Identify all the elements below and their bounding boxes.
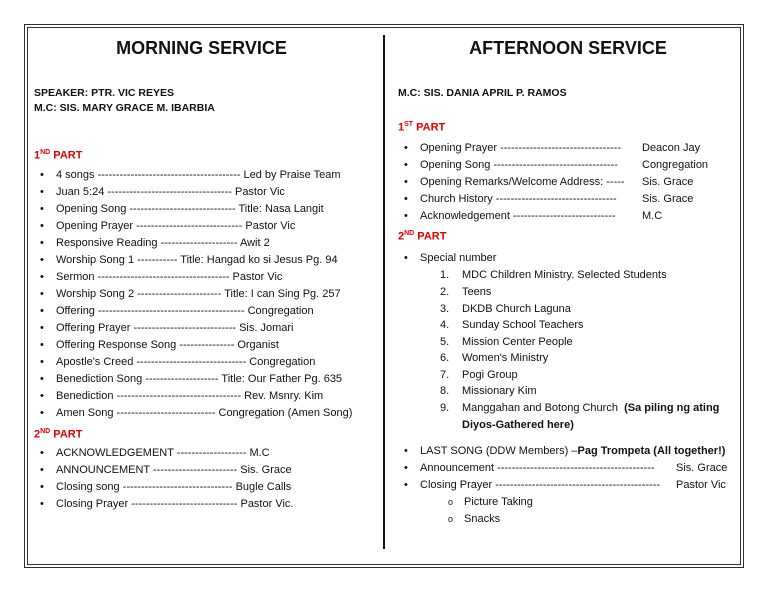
list-item: 2. Teens xyxy=(440,285,492,298)
list-item: • Worship Song 2 ----------------------- Title: I can Sing Pg. 257 xyxy=(34,286,369,303)
list-item: • ANNOUNCEMENT ----------------------- Sis. Grace xyxy=(34,462,369,479)
list-item: • Closing Prayer ----------------------------- Pastor Vic. xyxy=(34,496,369,513)
list-item: 3. DKDB Church Laguna xyxy=(440,302,571,315)
afternoon-part2-heading: 2ND PART xyxy=(398,229,447,243)
column-divider xyxy=(383,35,385,549)
list-item: 9. Manggahan and Botong Church (Sa piling ng ating Diyos-Gathered here) xyxy=(440,402,720,431)
list-item: • Announcement ------------------------------------------- Sis. Grace xyxy=(398,460,738,477)
list-item: • Acknowledgement ---------------------------- M.C xyxy=(398,208,738,225)
afternoon-mc-line: M.C: SIS. DANIA APRIL P. RAMOS xyxy=(398,87,567,99)
list-item: • Benediction Song -------------------- Title: Our Father Pg. 635 xyxy=(34,371,369,388)
list-item: • Opening Song ----------------------------- Title: Nasa Langit xyxy=(34,201,369,218)
list-item: • Church History --------------------------------- Sis. Grace xyxy=(398,191,738,208)
list-item: • 4 songs --------------------------------------- Led by Praise Team xyxy=(34,167,369,184)
afternoon-service-column xyxy=(398,36,738,528)
closing-sub-list xyxy=(398,494,738,528)
morning-part2-heading: 2ND PART xyxy=(34,427,83,441)
list-item: • Sermon ------------------------------------ Pastor Vic xyxy=(34,269,369,286)
afternoon-part1-list xyxy=(398,140,738,225)
list-item: • Worship Song 1 ----------- Title: Hangad ko si Jesus Pg. 94 xyxy=(34,252,369,269)
list-item: • Amen Song --------------------------- Congregation (Amen Song) xyxy=(34,405,369,422)
afternoon-part1-heading: 1ST PART xyxy=(398,121,446,134)
special-number-items xyxy=(398,267,738,433)
special-number-list xyxy=(398,250,738,267)
list-item: • Special number xyxy=(398,250,738,267)
list-item: o Picture Taking xyxy=(398,494,738,511)
morning-part1-list xyxy=(34,167,369,422)
list-item: • Responsive Reading --------------------- Awit 2 xyxy=(34,235,369,252)
list-item: • Opening Prayer ----------------------------- Pastor Vic xyxy=(34,218,369,235)
morning-part2-list xyxy=(34,445,369,513)
list-item: • Opening Remarks/Welcome Address: ----- Sis. Grace xyxy=(398,174,738,191)
list-item: • Opening Prayer --------------------------------- Deacon Jay xyxy=(398,140,738,157)
list-item: 4. Sunday School Teachers xyxy=(440,319,584,332)
list-item: • ACKNOWLEDGEMENT ------------------- M.C xyxy=(34,445,369,462)
list-item: • Closing Prayer --------------------------------------------- Pastor Vic xyxy=(398,477,738,494)
list-item: 7. Pogi Group xyxy=(440,368,518,381)
list-item: • Offering Prayer ---------------------------- Sis. Jomari xyxy=(34,320,369,337)
list-item: • Benediction ---------------------------------- Rev. Msnry. Kim xyxy=(34,388,369,405)
list-item: • Apostle's Creed ------------------------------ Congregation xyxy=(34,354,369,371)
afternoon-title: AFTERNOON SERVICE xyxy=(469,38,667,58)
list-item: 1. MDC Children Ministry. Selected Students xyxy=(440,269,667,282)
speaker-line: SPEAKER: PTR. VIC REYES xyxy=(34,87,175,99)
morning-part1-heading: 1ND PART xyxy=(34,149,83,162)
list-item: • LAST SONG (DDW Members) –Pag Trompeta (All together!) xyxy=(398,443,738,460)
list-item: • Closing song ------------------------------ Bugle Calls xyxy=(34,479,369,496)
list-item: • Offering ---------------------------------------- Congregation xyxy=(34,303,369,320)
afternoon-closing-list xyxy=(398,443,738,494)
list-item: • Opening Song ---------------------------------- Congregation xyxy=(398,157,738,174)
list-item: • Offering Response Song --------------- Organist xyxy=(34,337,369,354)
morning-service-column xyxy=(34,36,369,513)
list-item: 6. Women's Ministry xyxy=(440,352,549,365)
morning-mc-line: M.C: SIS. MARY GRACE M. IBARBIA xyxy=(34,102,215,114)
morning-title: MORNING SERVICE xyxy=(116,38,287,58)
list-item: 8. Missionary Kim xyxy=(440,385,537,398)
list-item: • Juan 5:24 ---------------------------------- Pastor Vic xyxy=(34,184,369,201)
list-item: o Snacks xyxy=(398,511,738,528)
list-item: 5. Mission Center People xyxy=(440,335,573,348)
